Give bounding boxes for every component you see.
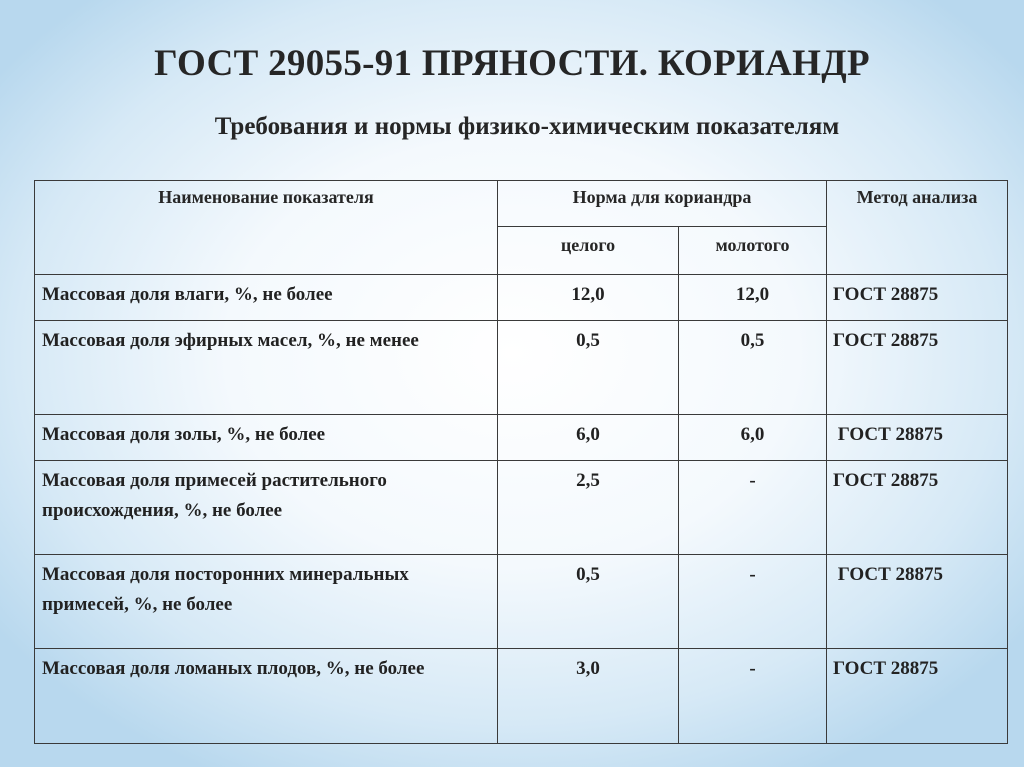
- indicator-name: Массовая доля влаги, %, не более: [35, 275, 498, 321]
- analysis-method: ГОСТ 28875: [827, 275, 1008, 321]
- norm-ground: -: [679, 461, 827, 555]
- table-row: [35, 649, 1008, 744]
- table-row: [35, 321, 1008, 415]
- analysis-method: ГОСТ 28875: [827, 649, 1008, 744]
- page-subtitle: Требования и нормы физико-химическим показателям: [214, 113, 840, 140]
- page-title: ГОСТ 29055-91 ПРЯНОСТИ. КОРИАНДР: [154, 43, 870, 84]
- indicator-name: Массовая доля посторонних минеральных примесей, %, не более: [35, 555, 498, 649]
- norm-whole: 12,0: [498, 275, 679, 321]
- header-method: Метод анализа: [827, 181, 1008, 275]
- norm-ground: -: [679, 649, 827, 744]
- table-row: [35, 555, 1008, 649]
- norm-whole: 6,0: [498, 415, 679, 461]
- indicator-name: Массовая доля ломаных плодов, %, не более: [35, 649, 498, 744]
- norm-whole: 0,5: [498, 321, 679, 415]
- norm-ground: -: [679, 555, 827, 649]
- analysis-method: ГОСТ 28875: [827, 461, 1008, 555]
- header-whole: целого: [498, 227, 679, 275]
- norm-ground: 0,5: [679, 321, 827, 415]
- header-norm: Норма для кориандра: [498, 181, 827, 227]
- header-ground: молотого: [679, 227, 827, 275]
- norm-whole: 2,5: [498, 461, 679, 555]
- indicator-name: Массовая доля золы, %, не более: [35, 415, 498, 461]
- indicator-name: Массовая доля эфирных масел, %, не менее: [35, 321, 498, 415]
- norm-ground: 6,0: [679, 415, 827, 461]
- norm-ground: 12,0: [679, 275, 827, 321]
- requirements-table: [34, 180, 1008, 744]
- analysis-method: ГОСТ 28875: [827, 321, 1008, 415]
- analysis-method: ГОСТ 28875: [827, 555, 1008, 649]
- header-indicator-name: Наименование показателя: [35, 181, 498, 275]
- indicator-name: Массовая доля примесей растительного происхождения, %, не более: [35, 461, 498, 555]
- analysis-method: ГОСТ 28875: [827, 415, 1008, 461]
- norm-whole: 0,5: [498, 555, 679, 649]
- table-row: [35, 415, 1008, 461]
- table-row: [35, 461, 1008, 555]
- table-row: [35, 275, 1008, 321]
- norm-whole: 3,0: [498, 649, 679, 744]
